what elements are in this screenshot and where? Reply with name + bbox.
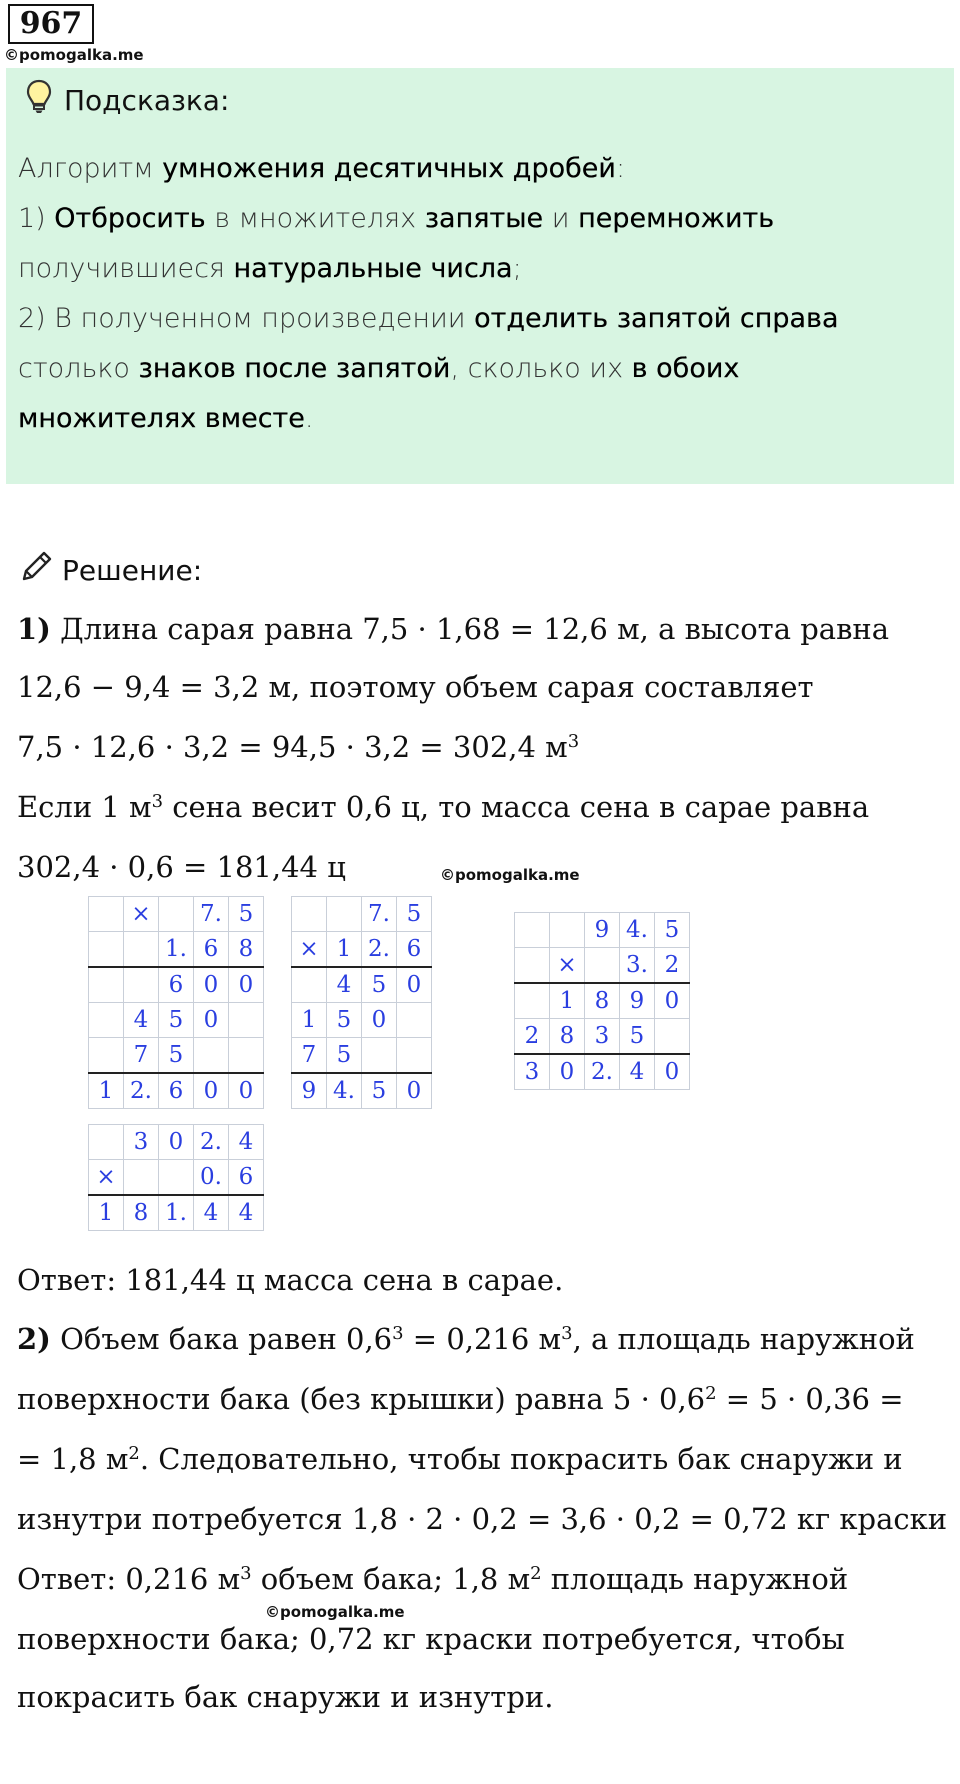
calc-cell [515,948,550,984]
calc-cell [515,983,550,1019]
text-segment: 2) В полученном произведении [18,303,475,334]
text-segment: 1) [17,612,51,646]
solution-line [17,670,814,704]
calc-cell [124,1160,159,1196]
calc-cell: 0. [194,1160,229,1196]
superscript: 3 [561,1323,573,1345]
superscript: 2 [705,1383,717,1405]
text-segment: покрасить бак снаружи и изнутри. [17,1680,554,1714]
solution-line [17,1263,563,1297]
text-segment: и [543,203,579,234]
calc-cell: 4 [620,1054,655,1090]
calc-cell: 4. [327,1073,362,1109]
calc-row [292,1003,432,1038]
calc-cell: 2. [362,932,397,968]
text-segment: в обоих [631,353,740,384]
watermark: ©pomogalka.me [440,866,580,884]
text-segment: запятые [424,203,544,234]
text-segment: получившиеся [18,253,234,284]
calc-cell [159,897,194,932]
calc-cell: 2 [515,1019,550,1055]
calc-cell: 0 [655,983,690,1019]
calc-cell: 2. [194,1125,229,1160]
solution-line [17,1382,904,1416]
calc-cell: 0 [194,1003,229,1038]
calc-cell: 5 [229,897,264,932]
calc-cell: 5 [362,1073,397,1109]
text-segment: умножения десятичных дробей [162,153,616,184]
calc-cell: 1 [89,1073,124,1109]
calc-cell: 7 [124,1038,159,1074]
text-segment: Длина сарая равна 7,5 · 1,68 = 12,6 м, а высота равна [50,612,890,646]
calc-cell: 3 [515,1054,550,1090]
calc-row [515,1054,690,1090]
hint-text [18,144,938,444]
calc-cell: 2 [655,948,690,984]
calc-cell [159,1160,194,1196]
hint-line [18,144,938,194]
watermark: ©pomogalka.me [265,1603,405,1621]
calc-cell: 8 [585,983,620,1019]
calc-cell: 9 [585,913,620,948]
text-segment: 1) [18,203,55,234]
calc-cell: 1 [89,1195,124,1231]
calc-row [292,967,432,1003]
calc-cell: 0 [194,967,229,1003]
calc-row [292,1038,432,1074]
calc-cell: 5 [655,913,690,948]
text-segment: отделить запятой справа [474,303,839,334]
calc-cell [89,967,124,1003]
calc-cell: 3. [620,948,655,984]
calc-cell: 9 [620,983,655,1019]
calc-cell: 1. [159,932,194,968]
calc-cell: 0 [550,1054,585,1090]
calc-cell: 7. [194,897,229,932]
calc-row [89,897,264,932]
calc-cell [124,967,159,1003]
calc-cell: 5 [327,1038,362,1074]
calc-cell: 0 [362,1003,397,1038]
text-segment: , а площадь наружной [572,1322,915,1356]
multiplication-column [88,1124,264,1231]
solution-line [17,1680,553,1714]
text-segment: 7,5 · 12,6 · 3,2 = 94,5 · 3,2 = 302,4 м [17,730,568,764]
calc-row [515,913,690,948]
pencil-icon [18,549,54,592]
text-segment: . [304,403,314,434]
calc-cell: 0 [229,967,264,1003]
text-segment: ; [512,253,522,284]
calc-cell: 6 [229,1160,264,1196]
solution-line [17,850,346,884]
calc-cell [89,1038,124,1074]
hint-line [18,394,938,444]
text-segment: Ответ: 181,44 ц масса сена в сарае. [17,1263,564,1297]
calc-cell: 0 [159,1125,194,1160]
solution-line [17,1562,848,1596]
solution-header [18,548,202,592]
superscript: 3 [151,791,164,813]
calc-cell: 1 [327,932,362,968]
hint-title: Подсказка: [64,83,230,117]
text-segment: 302,4 · 0,6 = 181,44 ц [17,850,346,884]
text-segment: 12,6 − 9,4 = 3,2 м, поэтому объем сарая составляет [17,670,814,704]
solution-line [17,1502,947,1536]
calc-cell: 8 [124,1195,159,1231]
calc-cell [194,1038,229,1074]
text-segment: сена весит 0,6 ц, то масса сена в сарае равна [163,790,870,824]
calc-cell: 1. [159,1195,194,1231]
calc-row [515,948,690,984]
text-segment: площадь наружной [541,1562,849,1596]
calc-cell: 3 [585,1019,620,1055]
text-segment: объем бака; 1,8 м [251,1562,531,1596]
calc-cell [655,1019,690,1055]
multiplication-column [514,912,690,1090]
superscript: 3 [392,1323,404,1345]
superscript: 2 [530,1563,542,1585]
calc-row [89,1038,264,1074]
text-segment: Отбросить [54,203,206,234]
calc-cell: 1 [550,983,585,1019]
calc-cell: 4 [194,1195,229,1231]
text-segment: Ответ: 0,216 м [17,1562,241,1596]
calc-cell: × [89,1160,124,1196]
calc-cell [89,1003,124,1038]
calc-cell: 4 [229,1195,264,1231]
text-segment: Если 1 м [17,790,152,824]
calc-cell: 4 [124,1003,159,1038]
lightbulb-icon [26,79,52,122]
multiplication-column [88,896,264,1109]
text-segment: Объем бака равен 0,6 [50,1322,393,1356]
calc-row [89,1073,264,1109]
calc-cell: 5 [327,1003,362,1038]
calc-cell: 0 [397,1073,432,1109]
calc-cell: 6 [397,932,432,968]
hint-line [18,244,938,294]
text-segment: поверхности бака; 0,72 кг краски потребуется, чтобы [17,1622,845,1656]
calc-row [89,1125,264,1160]
watermark: ©pomogalka.me [4,46,144,64]
calc-cell: × [292,932,327,968]
text-segment: в множителях [205,203,425,234]
calc-row [292,932,432,968]
calc-row [89,1160,264,1196]
problem-number: 967 [8,4,94,44]
calc-cell: 4. [620,913,655,948]
calc-row [515,1019,690,1055]
calc-row [292,897,432,932]
calc-cell [515,913,550,948]
calc-cell: 5 [159,1038,194,1074]
calc-cell: × [550,948,585,984]
calc-cell [229,1003,264,1038]
multiplication-column [291,896,432,1109]
calc-cell [550,913,585,948]
text-segment: перемножить [578,203,775,234]
calc-cell [397,1003,432,1038]
calc-cell: 9 [292,1073,327,1109]
solution-line [17,612,889,646]
solution-line [17,1622,845,1656]
text-segment: . Следовательно, чтобы покрасить бак снаружи и [139,1442,903,1476]
hint-header [26,78,229,122]
calc-cell: 6 [194,932,229,968]
calc-cell: 0 [229,1073,264,1109]
solution-title: Решение: [62,553,203,587]
calc-row [292,1073,432,1109]
calc-row [89,967,264,1003]
solution-line [17,1442,903,1476]
text-segment: : [615,153,626,184]
calc-cell: 2. [585,1054,620,1090]
calc-cell: 5 [362,967,397,1003]
calc-cell [292,897,327,932]
text-segment: = 0,216 м [403,1322,562,1356]
solution-line [17,790,869,824]
calc-cell: 1 [292,1003,327,1038]
calc-row [89,1003,264,1038]
calc-cell: 8 [229,932,264,968]
hint-line [18,344,938,394]
solution-line [17,730,579,764]
text-segment: столько [18,353,139,384]
calc-cell: 2. [124,1073,159,1109]
calc-cell: 5 [159,1003,194,1038]
text-segment: изнутри потребуется 1,8 · 2 · 0,2 = 3,6 · 0,2 = 0,72 кг краски [17,1502,948,1536]
text-segment: 2) [17,1322,51,1356]
calc-cell [397,1038,432,1074]
calc-row [515,983,690,1019]
calc-cell: 5 [620,1019,655,1055]
calc-cell: 0 [397,967,432,1003]
calc-cell: 5 [397,897,432,932]
calc-cell [585,948,620,984]
text-segment: знаков после запятой [138,353,451,384]
calc-cell [229,1038,264,1074]
text-segment: = 1,8 м [17,1442,129,1476]
calc-cell: 7 [292,1038,327,1074]
calc-cell: × [124,897,159,932]
text-segment: = 5 · 0,36 = [716,1382,904,1416]
calc-row [89,932,264,968]
calc-cell [124,932,159,968]
calc-cell [362,1038,397,1074]
calc-cell: 8 [550,1019,585,1055]
calc-cell: 4 [229,1125,264,1160]
calc-row [89,1195,264,1231]
text-segment: поверхности бака (без крышки) равна 5 · 0,6 [17,1382,706,1416]
superscript: 3 [567,731,580,753]
calc-cell [89,897,124,932]
calc-cell [89,932,124,968]
calc-cell: 6 [159,1073,194,1109]
calc-cell: 7. [362,897,397,932]
calc-cell [292,967,327,1003]
calc-cell: 3 [124,1125,159,1160]
calc-cell: 4 [327,967,362,1003]
text-segment: Алгоритм [18,153,163,184]
hint-line [18,194,938,244]
hint-line [18,294,938,344]
text-segment: , сколько их [450,353,632,384]
hint-box [6,68,954,484]
solution-line [17,1322,915,1356]
calc-cell: 0 [655,1054,690,1090]
calc-cell: 6 [159,967,194,1003]
calc-cell: 0 [194,1073,229,1109]
superscript: 2 [128,1443,140,1465]
superscript: 3 [240,1563,252,1585]
text-segment: натуральные числа [233,253,513,284]
text-segment: множителях вместе [18,403,305,434]
calc-cell [89,1125,124,1160]
calc-cell [327,897,362,932]
